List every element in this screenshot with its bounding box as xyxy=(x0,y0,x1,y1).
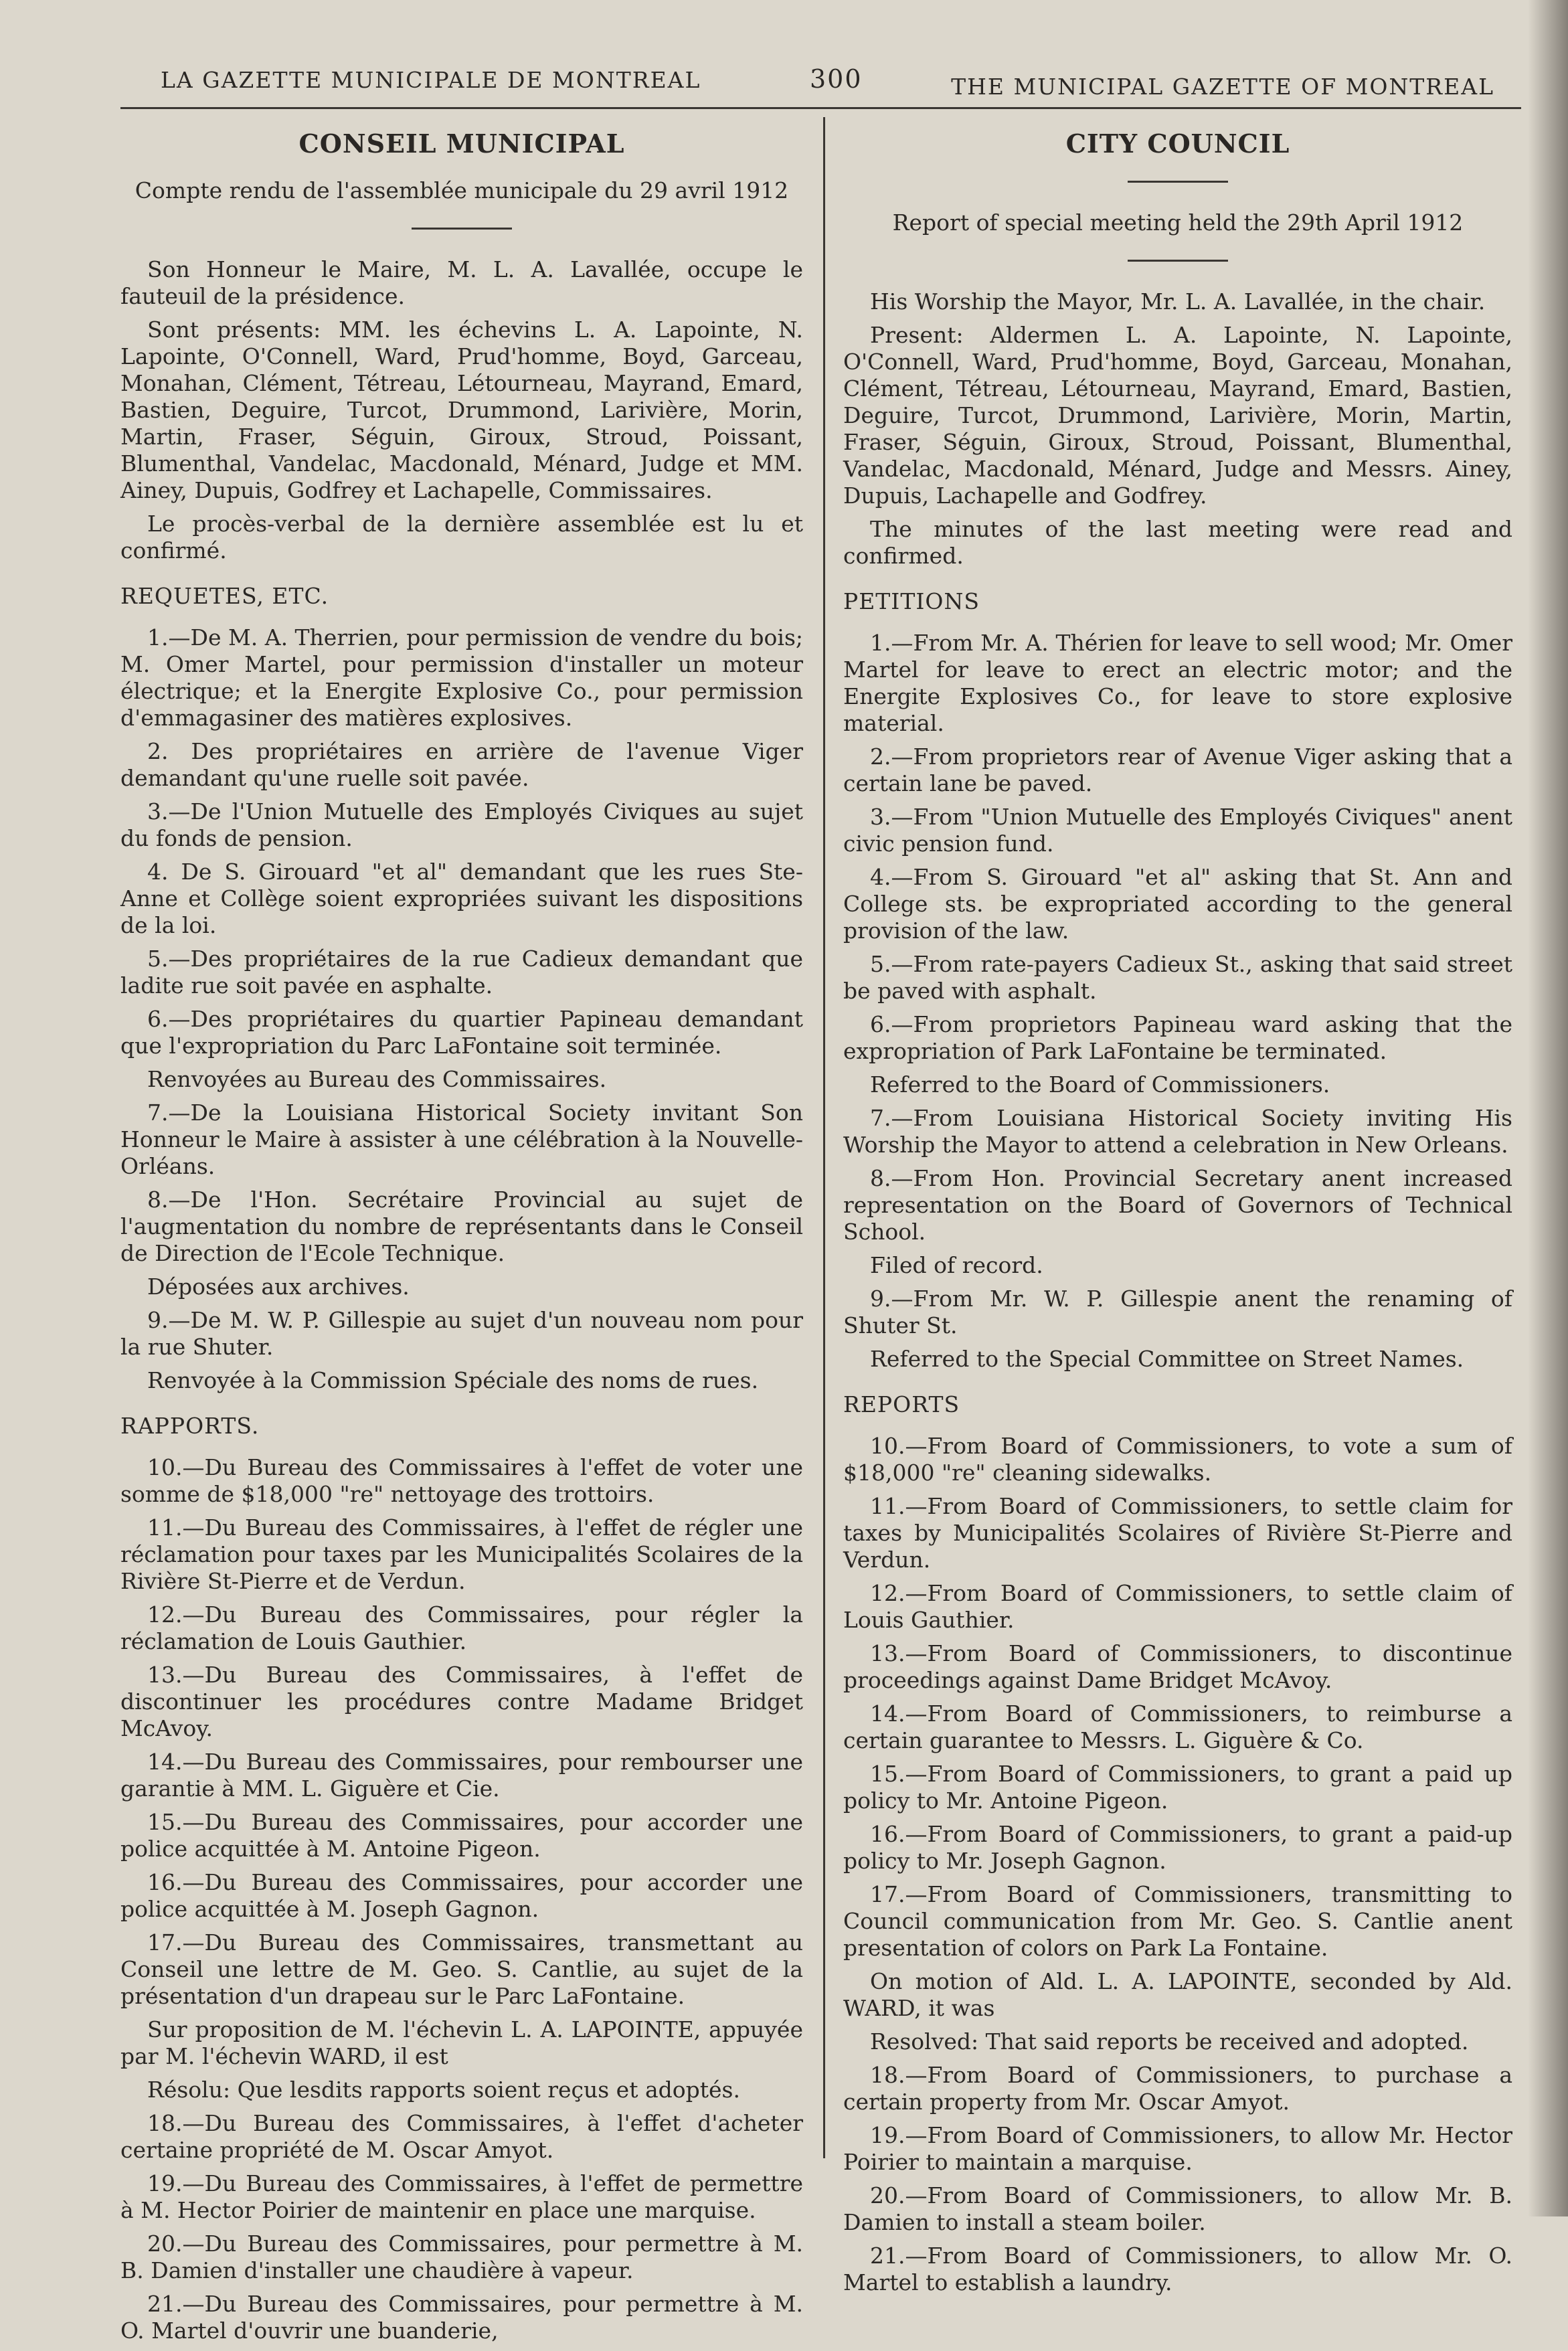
english-reports-heading: REPORTS xyxy=(843,1391,960,1417)
french-petition-item: 1.—De M. A. Therrien, pour permission de vendre du bois; M. Omer Martel, pour permission d'installer un moteur électrique; et la Energite Explosive Co., pour permission d'emmagasiner des matières explosives. xyxy=(120,624,803,731)
french-petition-item: Renvoyée à la Commission Spéciale des noms de rues. xyxy=(147,1367,759,1393)
english-report-item: 15.—From Board of Commissioners, to grant a paid up policy to Mr. Antoine Pigeon. xyxy=(843,1761,1512,1814)
english-report-item: 20.—From Board of Commissioners, to allow Mr. B. Damien to install a steam boiler. xyxy=(843,2182,1512,2235)
french-petitions xyxy=(120,624,803,1394)
header-title-english: THE MUNICIPAL GAZETTE OF MONTREAL xyxy=(951,74,1494,100)
english-rule xyxy=(1128,260,1228,262)
french-petition-item: Déposées aux archives. xyxy=(147,1274,410,1300)
english-petition-item: 7.—From Louisiana Historical Society inviting His Worship the Mayor to attend a celebration in New Orleans. xyxy=(843,1105,1512,1158)
french-intro-paragraph: Son Honneur le Maire, M. L. A. Lavallée, occupe le fauteuil de la présidence. xyxy=(120,256,803,309)
column-divider xyxy=(823,117,825,2158)
french-title: CONSEIL MUNICIPAL xyxy=(298,128,625,159)
english-report-item: Resolved: That said reports be received and adopted. xyxy=(870,2028,1469,2055)
english-petition-item: 6.—From proprietors Papineau ward asking that the expropriation of Park LaFontaine be terminated. xyxy=(843,1011,1512,1064)
english-column xyxy=(843,120,1512,2303)
french-petition-item: 3.—De l'Union Mutuelle des Employés Civiques au sujet du fonds de pension. xyxy=(120,798,803,851)
french-petition-item: Renvoyées au Bureau des Commissaires. xyxy=(147,1066,607,1092)
french-report-item: Sur proposition de M. l'échevin L. A. LAPOINTE, appuyée par M. l'échevin WARD, il est xyxy=(120,2016,803,2069)
french-report-item: 15.—Du Bureau des Commissaires, pour accorder une police acquittée à M. Antoine Pigeon. xyxy=(120,1809,803,1862)
french-intro-paragraph: Le procès-verbal de la dernière assemblée est lu et confirmé. xyxy=(120,511,803,563)
english-reports xyxy=(843,1433,1512,2296)
french-intro-paragraph: Sont présents: MM. les échevins L. A. Lapointe, N. Lapointe, O'Connell, Ward, Prud'homme, Boyd, Garceau, Monahan, Clément, Tétreau, Létourneau, Mayrand, Emard, Bastien, Deguire, Turcot, Drummond, Larivière, Morin, Martin, Fraser, Séguin, Giroux, Stroud, Poissant, Blumenthal, Vandelac, Macdonald, Ménard, Judge et MM. Ainey, Dupuis, Godfrey et Lachapelle, Commissaires. xyxy=(120,317,803,503)
english-petition-item: 2.—From proprietors rear of Avenue Viger asking that a certain lane be paved. xyxy=(843,744,1512,796)
english-petition-item: 9.—From Mr. W. P. Gillespie anent the renaming of Shuter St. xyxy=(843,1286,1512,1338)
page-number: 300 xyxy=(810,64,863,94)
english-report-item: 18.—From Board of Commissioners, to purchase a certain property from Mr. Oscar Amyot. xyxy=(843,2062,1512,2115)
french-petition-item: 6.—Des propriétaires du quartier Papineau demandant que l'expropriation du Parc LaFontaine soit terminée. xyxy=(120,1006,803,1059)
french-petition-item: 7.—De la Louisiana Historical Society invitant Son Honneur le Maire à assister à une célébration à la Nouvelle-Orléans. xyxy=(120,1100,803,1179)
french-report-item: 19.—Du Bureau des Commissaires, à l'effet de permettre à M. Hector Poirier de maintenir en place une marquise. xyxy=(120,2170,803,2223)
french-petition-item: 2. Des propriétaires en arrière de l'avenue Viger demandant qu'une ruelle soit pavée. xyxy=(120,738,803,791)
english-petitions-heading: PETITIONS xyxy=(843,588,980,614)
french-report-item: Résolu: Que lesdits rapports soient reçus et adoptés. xyxy=(147,2077,740,2103)
english-petition-item: Referred to the Special Committee on Street Names. xyxy=(870,1346,1464,1372)
french-report-item: 17.—Du Bureau des Commissaires, transmettant au Conseil une lettre de M. Geo. S. Cantlie, au sujet de la présentation d'un drapeau sur le Parc LaFontaine. xyxy=(120,1929,803,2009)
english-petition-item: 5.—From rate-payers Cadieux St., asking that said street be paved with asphalt. xyxy=(843,951,1512,1004)
english-petition-item: 1.—From Mr. A. Thérien for leave to sell wood; Mr. Omer Martel for leave to erect an electric motor; and the Energite Explosives Co., for leave to store explosive material. xyxy=(843,630,1512,736)
binding-shadow xyxy=(1528,0,1568,2216)
french-petitions-heading: REQUETES, ETC. xyxy=(120,583,329,609)
english-report-item: 11.—From Board of Commissioners, to settle claim for taxes by Municipalités Scolaires of Rivière St-Pierre and Verdun. xyxy=(843,1493,1512,1573)
french-report-item: 14.—Du Bureau des Commissaires, pour rembourser une garantie à MM. L. Giguère et Cie. xyxy=(120,1749,803,1802)
french-report-item: 20.—Du Bureau des Commissaires, pour permettre à M. B. Damien d'installer une chaudière à vapeur. xyxy=(120,2231,803,2283)
english-report-item: 17.—From Board of Commissioners, transmitting to Council communication from Mr. Geo. S. Cantlie anent presentation of colors on Park La Fontaine. xyxy=(843,1881,1512,1961)
english-report-item: 13.—From Board of Commissioners, to discontinue proceedings against Dame Bridget McAvoy. xyxy=(843,1640,1512,1693)
french-report-item: 12.—Du Bureau des Commissaires, pour régler la réclamation de Louis Gauthier. xyxy=(120,1601,803,1654)
french-reports-heading: RAPPORTS. xyxy=(120,1413,260,1439)
english-rule-top xyxy=(1128,181,1228,183)
english-report-item: 19.—From Board of Commissioners, to allow Mr. Hector Poirier to maintain a marquise. xyxy=(843,2122,1512,2175)
french-subtitle: Compte rendu de l'assemblée municipale du 29 avril 1912 xyxy=(135,177,789,203)
english-intro-paragraph: The minutes of the last meeting were read and confirmed. xyxy=(843,516,1512,569)
english-intro xyxy=(843,288,1512,570)
english-report-item: 21.—From Board of Commissioners, to allow Mr. O. Martel to establish a laundry. xyxy=(843,2243,1512,2295)
english-report-item: 10.—From Board of Commissioners, to vote a sum of $18,000 "re" cleaning sidewalks. xyxy=(843,1433,1512,1486)
french-intro xyxy=(120,256,803,564)
english-intro-paragraph: Present: Aldermen L. A. Lapointe, N. Lapointe, O'Connell, Ward, Prud'homme, Boyd, Garceau, Monahan, Clément, Tétreau, Létourneau, Mayrand, Emard, Bastien, Deguire, Turcot, Drummond, Larivière, Morin, Martin, Fraser, Séguin, Giroux, Stroud, Poissant, Blumenthal, Vandelac, Macdonald, Ménard, Judge and Messrs. Ainey, Dupuis, Lachapelle and Godfrey. xyxy=(843,322,1512,509)
english-title: CITY COUNCIL xyxy=(1065,128,1290,159)
french-petition-item: 9.—De M. W. P. Gillespie au sujet d'un nouveau nom pour la rue Shuter. xyxy=(120,1307,803,1360)
header-title-french: LA GAZETTE MUNICIPALE DE MONTREAL xyxy=(161,67,701,93)
english-report-item: 12.—From Board of Commissioners, to settle claim of Louis Gauthier. xyxy=(843,1580,1512,1633)
page-header xyxy=(120,60,1521,109)
english-petition-item: 3.—From "Union Mutuelle des Employés Civiques" anent civic pension fund. xyxy=(843,804,1512,857)
french-report-item: 16.—Du Bureau des Commissaires, pour accorder une police acquittée à M. Joseph Gagnon. xyxy=(120,1869,803,1922)
english-report-item: 14.—From Board of Commissioners, to reimburse a certain guarantee to Messrs. L. Giguère & Co. xyxy=(843,1701,1512,1753)
english-petition-item: Referred to the Board of Commissioners. xyxy=(870,1071,1330,1098)
english-petition-item: 8.—From Hon. Provincial Secretary anent increased representation on the Board of Governors of Technical School. xyxy=(843,1165,1512,1245)
english-intro-paragraph: His Worship the Mayor, Mr. L. A. Lavallée, in the chair. xyxy=(870,288,1486,315)
english-petition-item: 4.—From S. Girouard "et al" asking that St. Ann and College sts. be expropriated according to the general provision of the law. xyxy=(843,864,1512,944)
french-petition-item: 8.—De l'Hon. Secrétaire Provincial au sujet de l'augmentation du nombre de représentants dans le Conseil de Direction de l'Ecole Technique. xyxy=(120,1187,803,1266)
french-petition-item: 4. De S. Girouard "et al" demandant que les rues Ste-Anne et Collège soient expropriées suivant les dispositions de la loi. xyxy=(120,859,803,938)
english-petitions xyxy=(843,630,1512,1373)
french-rule xyxy=(412,228,512,230)
english-subtitle: Report of special meeting held the 29th April 1912 xyxy=(892,209,1464,236)
english-report-item: 16.—From Board of Commissioners, to grant a paid-up policy to Mr. Joseph Gagnon. xyxy=(843,1821,1512,1874)
french-column xyxy=(120,120,803,2351)
french-report-item: 21.—Du Bureau des Commissaires, pour permettre à M. O. Martel d'ouvrir une buanderie, xyxy=(120,2291,803,2344)
english-report-item: On motion of Ald. L. A. LAPOINTE, seconded by Ald. WARD, it was xyxy=(843,1968,1512,2021)
french-report-item: 13.—Du Bureau des Commissaires, à l'effet de discontinuer les procédures contre Madame Bridget McAvoy. xyxy=(120,1662,803,1741)
french-reports xyxy=(120,1454,803,2344)
french-petition-item: 5.—Des propriétaires de la rue Cadieux demandant que ladite rue soit pavée en asphalte. xyxy=(120,946,803,998)
english-petition-item: Filed of record. xyxy=(870,1252,1043,1278)
french-report-item: 10.—Du Bureau des Commissaires à l'effet de voter une somme de $18,000 "re" nettoyage des trottoirs. xyxy=(120,1454,803,1507)
french-report-item: 11.—Du Bureau des Commissaires, à l'effet de régler une réclamation pour taxes par les Municipalités Scolaires de la Rivière St-Pierre et de Verdun. xyxy=(120,1514,803,1594)
french-report-item: 18.—Du Bureau des Commissaires, à l'effet d'acheter certaine propriété de M. Oscar Amyot. xyxy=(120,2110,803,2163)
